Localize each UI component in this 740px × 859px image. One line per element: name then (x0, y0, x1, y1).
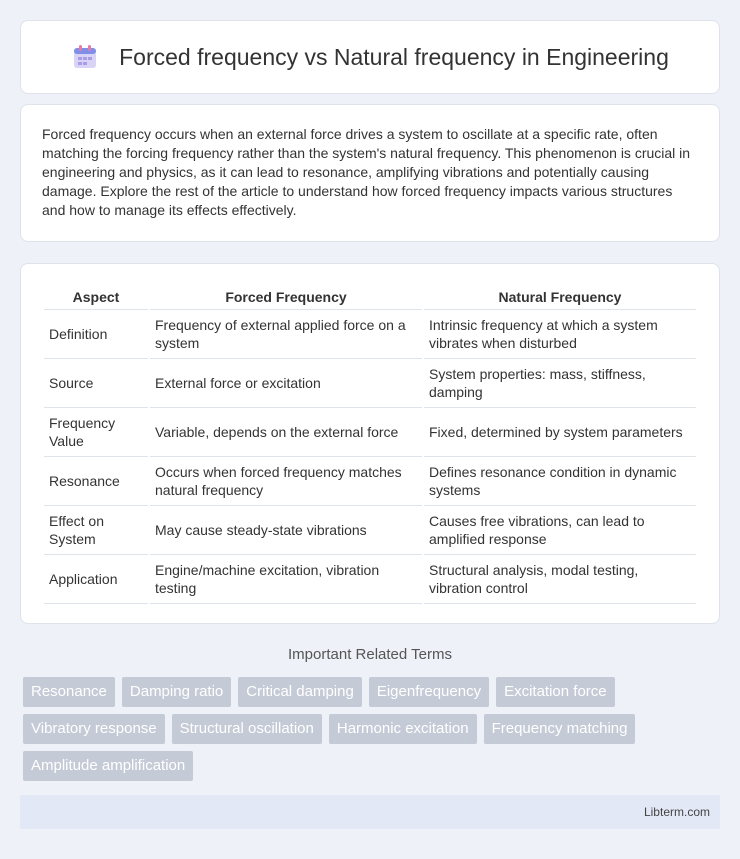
cell-natural: Structural analysis, modal testing, vibration control (424, 555, 696, 604)
cell-natural: System properties: mass, stiffness, damping (424, 359, 696, 408)
cell-forced: Engine/machine excitation, vibration testing (150, 555, 422, 604)
table-header-row (44, 285, 696, 310)
tag-amplitude-amplification[interactable]: Amplitude amplification (23, 751, 193, 781)
table-row (44, 555, 696, 604)
table-row (44, 457, 696, 506)
tag-resonance[interactable]: Resonance (23, 677, 115, 707)
calendar-icon (71, 43, 99, 71)
cell-forced: May cause steady-state vibrations (150, 506, 422, 555)
tag-critical-damping[interactable]: Critical damping (238, 677, 362, 707)
footer (20, 795, 720, 829)
comparison-card (20, 263, 720, 624)
title-card (20, 20, 720, 94)
intro-card (20, 104, 720, 242)
tag-frequency-matching[interactable]: Frequency matching (484, 714, 636, 744)
tag-damping-ratio[interactable]: Damping ratio (122, 677, 231, 707)
cell-natural: Defines resonance condition in dynamic systems (424, 457, 696, 506)
comparison-table (42, 285, 698, 604)
intro-text: Forced frequency occurs when an external force drives a system to oscillate at a specific rate, often matching the forcing frequency rather than the system's natural frequency. This phenomenon is crucial in engineering and physics, as it can lead to resonance, amplifying vibrations and potentially causing damage. Explore the rest of the article to understand how forced frequency impacts various structures and how to manage its effects effectively. (42, 126, 691, 218)
related-terms-list (23, 677, 723, 788)
cell-aspect: Frequency Value (44, 408, 148, 457)
table-row (44, 310, 696, 359)
tag-structural-oscillation[interactable]: Structural oscillation (172, 714, 322, 744)
cell-aspect: Definition (44, 310, 148, 359)
header-natural: Natural Frequency (424, 285, 696, 310)
table-row (44, 506, 696, 555)
cell-forced: Occurs when forced frequency matches natural frequency (150, 457, 422, 506)
header-aspect: Aspect (44, 285, 148, 310)
table-row (44, 359, 696, 408)
cell-aspect: Effect on System (44, 506, 148, 555)
cell-natural: Fixed, determined by system parameters (424, 408, 696, 457)
table-row (44, 408, 696, 457)
header-forced: Forced Frequency (150, 285, 422, 310)
related-terms-title: Important Related Terms (288, 646, 452, 663)
cell-aspect: Application (44, 555, 148, 604)
cell-natural: Intrinsic frequency at which a system vibrates when disturbed (424, 310, 696, 359)
cell-forced: External force or excitation (150, 359, 422, 408)
tag-vibratory-response[interactable]: Vibratory response (23, 714, 165, 744)
tag-harmonic-excitation[interactable]: Harmonic excitation (329, 714, 477, 744)
page-title: Forced frequency vs Natural frequency in Engineering (119, 43, 669, 70)
cell-natural: Causes free vibrations, can lead to amplified response (424, 506, 696, 555)
footer-brand[interactable]: Libterm.com (643, 805, 710, 819)
tag-eigenfrequency[interactable]: Eigenfrequency (369, 677, 489, 707)
cell-forced: Variable, depends on the external force (150, 408, 422, 457)
cell-forced: Frequency of external applied force on a system (150, 310, 422, 359)
tag-excitation-force[interactable]: Excitation force (496, 677, 615, 707)
cell-aspect: Resonance (44, 457, 148, 506)
cell-aspect: Source (44, 359, 148, 408)
